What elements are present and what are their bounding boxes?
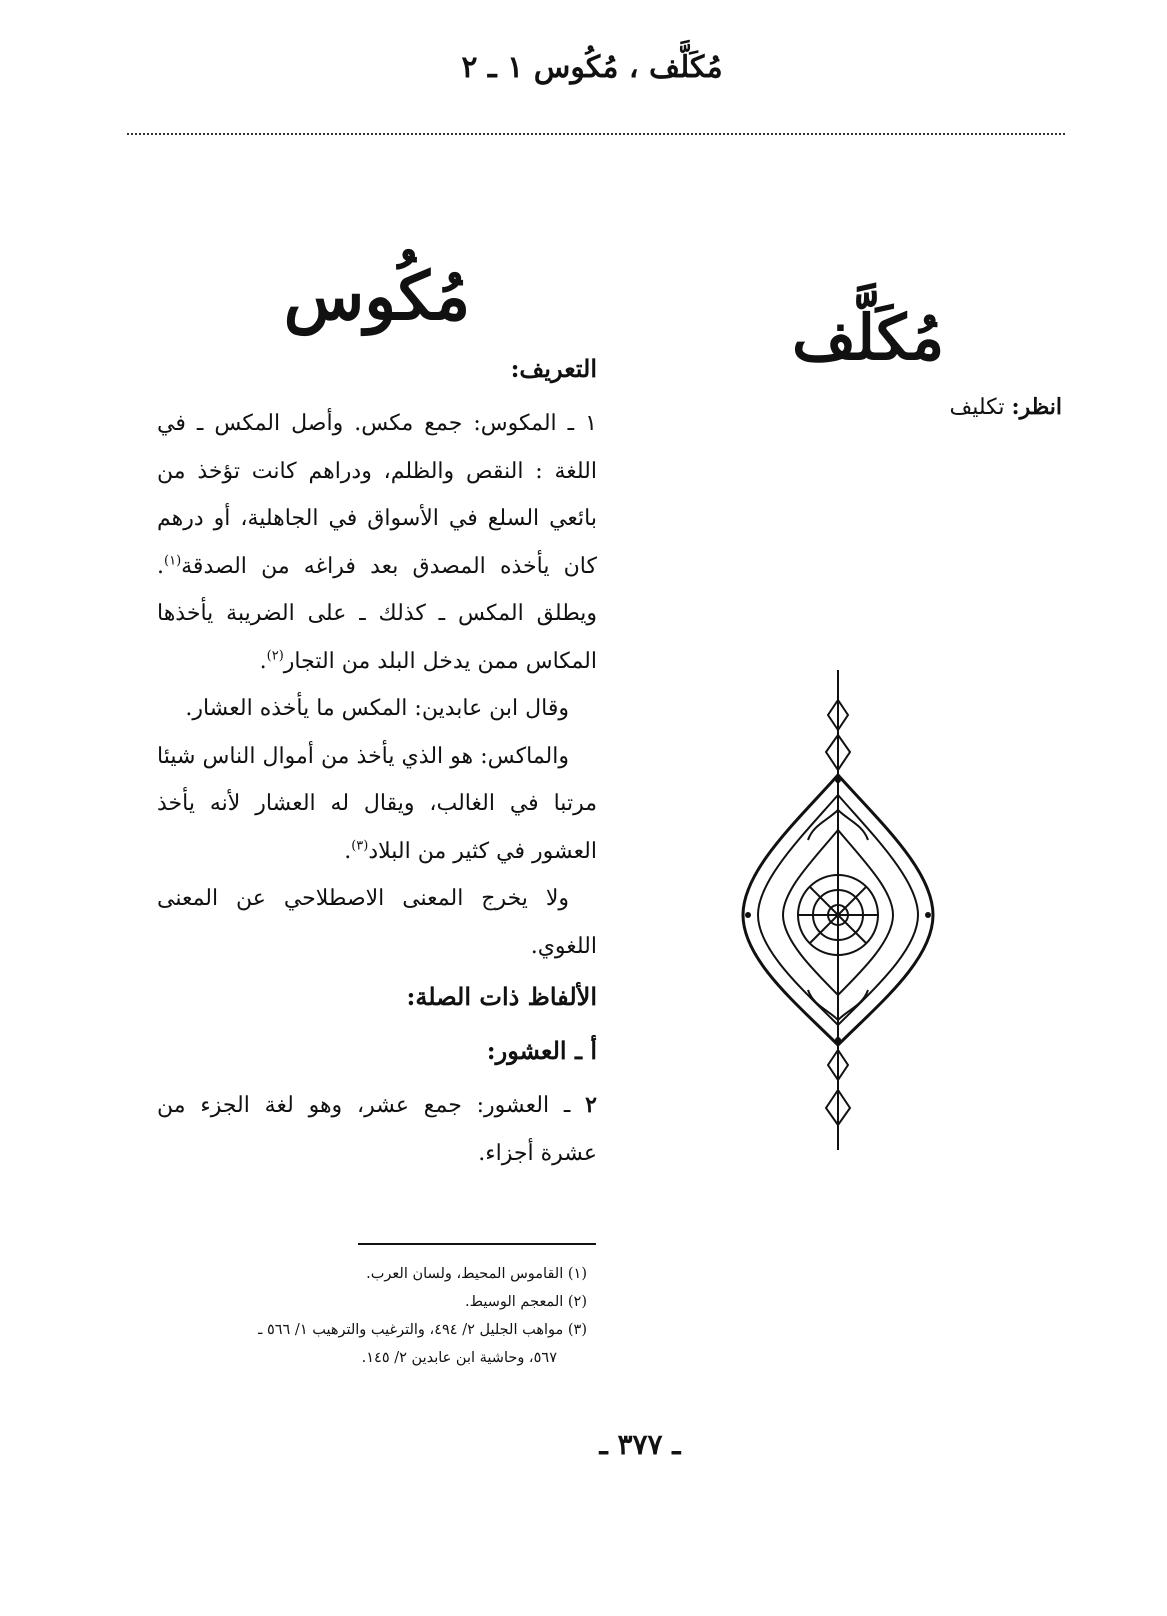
paragraph-ibn-abidin: وقال ابن عابدين: المكس ما يأخذه العشار.: [185, 696, 569, 722]
footnotes: [157, 1260, 587, 1372]
header-dotted-rule: [127, 133, 1065, 135]
entry-title-mukus: مُكُوس: [283, 257, 471, 335]
footnote-2: (٢) المعجم الوسيط.: [464, 1294, 587, 1310]
footnote-ref-1: (١): [164, 553, 182, 569]
footnote-1: (١) القاموس المحيط، ولسان العرب.: [366, 1266, 587, 1282]
footnote-ref-2: (٢): [266, 648, 284, 664]
paragraph-makis: [157, 733, 597, 876]
see-also-target: تكليف: [949, 394, 1005, 420]
see-also-reference: [762, 394, 1062, 420]
sub-heading-ushur: أ ـ العشور:: [486, 1036, 597, 1066]
paragraph-technical-meaning: ولا يخرج المعنى الاصطلاحي عن المعنى اللغوي.: [157, 886, 597, 959]
page-number: ـ ٣٧٧ ـ: [599, 1428, 681, 1461]
entry-mukallaf: [762, 295, 1062, 420]
see-also-label: انظر:: [1011, 393, 1062, 420]
para-3-text: والماكس: هو الذي يأخذ من أموال الناس شيئا مرتبا في الغالب، ويقال له العشار لأنه يأخذ العشور في كثير من البلاد: [157, 743, 597, 864]
para-1-text: ١ ـ المكوس: جمع مكس. وأصل المكس ـ في اللغة : النقص والظلم، ودراهم كانت تؤخذ من بائعي السلع في الأسواق في الجاهلية، أو درهم كان يأخذه المصدق بعد فراغه من الصدقة: [157, 411, 597, 579]
para-1b-end: .: [259, 648, 267, 674]
entry-mukus: [157, 250, 597, 1177]
related-terms-heading: الألفاظ ذات الصلة:: [406, 982, 597, 1012]
para-5-text: ـ العشور: جمع عشر، وهو لغة الجزء من عشرة أجزاء.: [157, 1093, 597, 1166]
para-5-number: ٢: [585, 1092, 597, 1119]
running-header: مُكَلَّف ، مُكُوس ١ ـ ٢: [461, 50, 723, 85]
footnote-3-continuation: ٥٦٧، وحاشية ابن عابدين ٢/ ١٤٥.: [361, 1350, 557, 1366]
arabesque-ornament-icon: [738, 670, 938, 1150]
paragraph-definition: [157, 400, 597, 685]
paragraph-ushur: [157, 1082, 597, 1177]
definition-heading: التعريف:: [510, 354, 597, 384]
para-1b-text: . ويطلق المكس ـ كذلك ـ على الضريبة يأخذها المكاس ممن يدخل البلد من التجار: [157, 553, 597, 674]
entry-title-mukallaf: مُكَلَّف: [792, 301, 945, 374]
footnote-separator: [358, 1243, 596, 1245]
footnote-3: (٣) مواهب الجليل ٢/ ٤٩٤، والترغيب والترهيب ١/ ٥٦٦ ـ: [258, 1322, 587, 1338]
footnote-ref-3: (٣): [351, 838, 369, 854]
para-3-end: .: [344, 838, 352, 864]
